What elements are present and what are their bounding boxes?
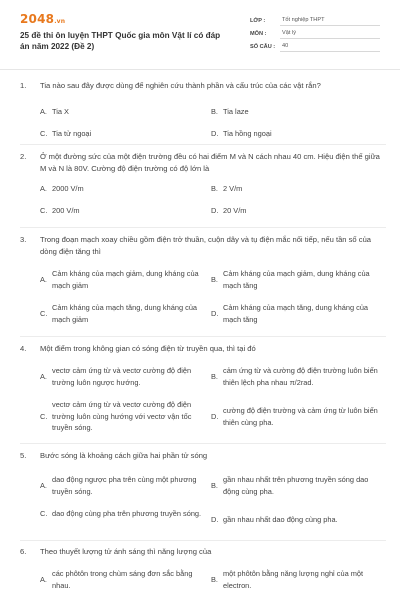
option-a[interactable] xyxy=(40,268,210,291)
option-letter: C. xyxy=(40,509,48,518)
option-c[interactable] xyxy=(40,302,210,325)
question-6 xyxy=(20,546,386,590)
option-letter: B. xyxy=(211,480,218,490)
question-number: 5. xyxy=(20,451,27,460)
question-4 xyxy=(20,343,386,432)
option-text: dao động cùng pha trên phương truyền sóng. xyxy=(52,509,202,518)
option-text: các phôtôn trong chùm sáng đơn sắc bằng nhau. xyxy=(52,569,193,590)
question-divider xyxy=(20,443,386,444)
question-number: 2. xyxy=(20,152,27,161)
option-text: 2000 V/m xyxy=(52,184,84,193)
meta-row-subject xyxy=(250,27,380,40)
option-letter: C. xyxy=(40,206,48,215)
question-text: Ở một đường sức của một điện trường đều có hai điểm M và N cách nhau 40 cm. Hiệu điện thế giữa M và N là 80V. Cường độ điện trường có độ lớn là xyxy=(40,152,380,173)
option-a[interactable] xyxy=(40,474,210,497)
option-letter: A. xyxy=(40,184,47,193)
option-c[interactable] xyxy=(40,399,210,434)
option-letter: B. xyxy=(211,184,218,193)
option-a[interactable] xyxy=(40,106,210,118)
option-letter: A. xyxy=(40,107,47,116)
option-b[interactable] xyxy=(211,474,386,497)
question-5 xyxy=(20,450,386,524)
header xyxy=(0,0,400,64)
question-text: Bước sóng là khoảng cách giữa hai phần tử sóng xyxy=(40,451,208,460)
option-letter: D. xyxy=(211,129,219,138)
question-text: Trong đoạn mạch xoay chiều gồm điện trở thuần, cuộn dây và tụ điện mắc nối tiếp, nếu tần số của dòng điện tăng thì xyxy=(40,235,372,256)
meta-value: Vật lý xyxy=(280,28,380,39)
meta-row-count xyxy=(250,40,380,53)
question-divider xyxy=(20,336,386,337)
option-letter: C. xyxy=(40,308,48,318)
question-divider xyxy=(20,540,386,541)
option-text: cảm ứng từ và cường độ điện trường luôn biến thiên lệch pha nhau π/2rad. xyxy=(223,366,378,387)
question-stem xyxy=(20,343,386,355)
option-letter: D. xyxy=(211,515,219,524)
question-divider xyxy=(20,227,386,228)
header-divider xyxy=(0,69,400,70)
meta-label: MÔN : xyxy=(250,30,267,37)
meta-value: Tốt nghiệp THPT xyxy=(280,15,380,26)
question-number: 4. xyxy=(20,344,27,353)
option-c[interactable] xyxy=(40,128,210,140)
option-text: 200 V/m xyxy=(52,206,80,215)
document-title: 25 đề thi ôn luyện THPT Quốc gia môn Vật lí có đáp án năm 2022 (Đề 2) xyxy=(20,31,221,51)
option-text: Cảm kháng của mạch giảm, dung kháng của mạch giảm xyxy=(52,269,199,290)
option-letter: C. xyxy=(40,411,48,421)
meta-label: SỐ CÂU : xyxy=(250,43,276,50)
option-letter: A. xyxy=(40,480,47,490)
option-a[interactable] xyxy=(40,365,210,388)
option-letter: A. xyxy=(40,371,47,381)
option-c[interactable] xyxy=(40,205,210,217)
option-b[interactable] xyxy=(211,568,386,591)
question-stem xyxy=(20,546,386,558)
option-text: Cảm kháng của mạch giảm, dung kháng của mạch tăng xyxy=(223,269,370,290)
option-d[interactable] xyxy=(211,128,386,140)
question-text: Tia nào sau đây được dùng để nghiên cứu thành phần và cấu trúc của các vật rắn? xyxy=(40,81,321,90)
option-d[interactable] xyxy=(211,205,386,217)
question-text: Một điểm trong không gian có sóng điện từ truyền qua, thì tại đó xyxy=(40,344,256,353)
options xyxy=(40,92,386,138)
option-text: một phôtôn bằng năng lượng nghỉ của một electron. xyxy=(223,569,364,590)
option-b[interactable] xyxy=(211,106,386,118)
option-letter: B. xyxy=(211,574,218,584)
logo-tld: .vn xyxy=(54,18,66,25)
option-letter: D. xyxy=(211,206,219,215)
exam-meta xyxy=(250,14,380,53)
option-text: vectơ cảm ứng từ và vectơ cường độ điện trường luôn cùng hướng với vectơ vận tốc truyền sóng. xyxy=(52,400,192,432)
meta-value: 40 xyxy=(280,41,380,52)
option-text: Tia tử ngoại xyxy=(52,129,92,138)
option-b[interactable] xyxy=(211,183,386,195)
option-a[interactable] xyxy=(40,568,210,591)
option-b[interactable] xyxy=(211,365,386,388)
question-number: 3. xyxy=(20,235,27,244)
logo-main: 2048 xyxy=(20,12,55,26)
meta-label: LỚP : xyxy=(250,17,266,24)
question-2 xyxy=(20,151,386,215)
question-number: 1. xyxy=(20,81,27,90)
option-letter: B. xyxy=(211,371,218,381)
question-number: 6. xyxy=(20,547,27,556)
question-stem xyxy=(20,151,386,175)
meta-row-class xyxy=(250,14,380,27)
option-text: cường độ điện trường và cảm ứng từ luôn biến thiên cùng pha. xyxy=(223,406,378,427)
question-1 xyxy=(20,80,386,138)
option-text: 20 V/m xyxy=(223,206,247,215)
option-text: Tia laze xyxy=(223,107,249,116)
option-c[interactable] xyxy=(40,508,210,520)
option-text: 2 V/m xyxy=(223,184,243,193)
option-d[interactable] xyxy=(211,514,386,526)
question-stem xyxy=(20,450,386,462)
option-b[interactable] xyxy=(211,268,386,291)
question-3 xyxy=(20,234,386,324)
question-divider xyxy=(20,144,386,145)
option-letter: B. xyxy=(211,107,218,116)
question-text: Theo thuyết lượng tử ánh sáng thì năng lượng của xyxy=(40,547,212,556)
option-d[interactable] xyxy=(211,405,386,428)
option-d[interactable] xyxy=(211,302,386,325)
option-text: Tia hồng ngoại xyxy=(223,129,272,138)
question-stem xyxy=(20,80,386,92)
option-letter: D. xyxy=(211,308,219,318)
option-text: Cảm kháng của mạch tăng, dung kháng của mạch giảm xyxy=(52,303,198,324)
site-logo[interactable] xyxy=(20,12,65,26)
option-text: dao động ngược pha trên cùng một phương truyền sóng. xyxy=(52,475,197,496)
question-stem xyxy=(20,234,386,258)
option-letter: D. xyxy=(211,411,219,421)
option-text: Cảm kháng của mạch tăng, dung kháng của mạch tăng xyxy=(223,303,369,324)
option-text: vectơ cảm ứng từ và vectơ cường độ điện trường luôn ngược hướng. xyxy=(52,366,192,387)
option-letter: B. xyxy=(211,274,218,284)
option-letter: C. xyxy=(40,129,48,138)
option-text: Tia X xyxy=(52,107,69,116)
option-text: gần nhau nhất trên phương truyền sóng dao động cùng pha. xyxy=(223,475,369,496)
option-letter: A. xyxy=(40,274,47,284)
option-a[interactable] xyxy=(40,183,210,195)
option-text: gần nhau nhất dao động cùng pha. xyxy=(223,515,338,524)
option-letter: A. xyxy=(40,574,47,584)
